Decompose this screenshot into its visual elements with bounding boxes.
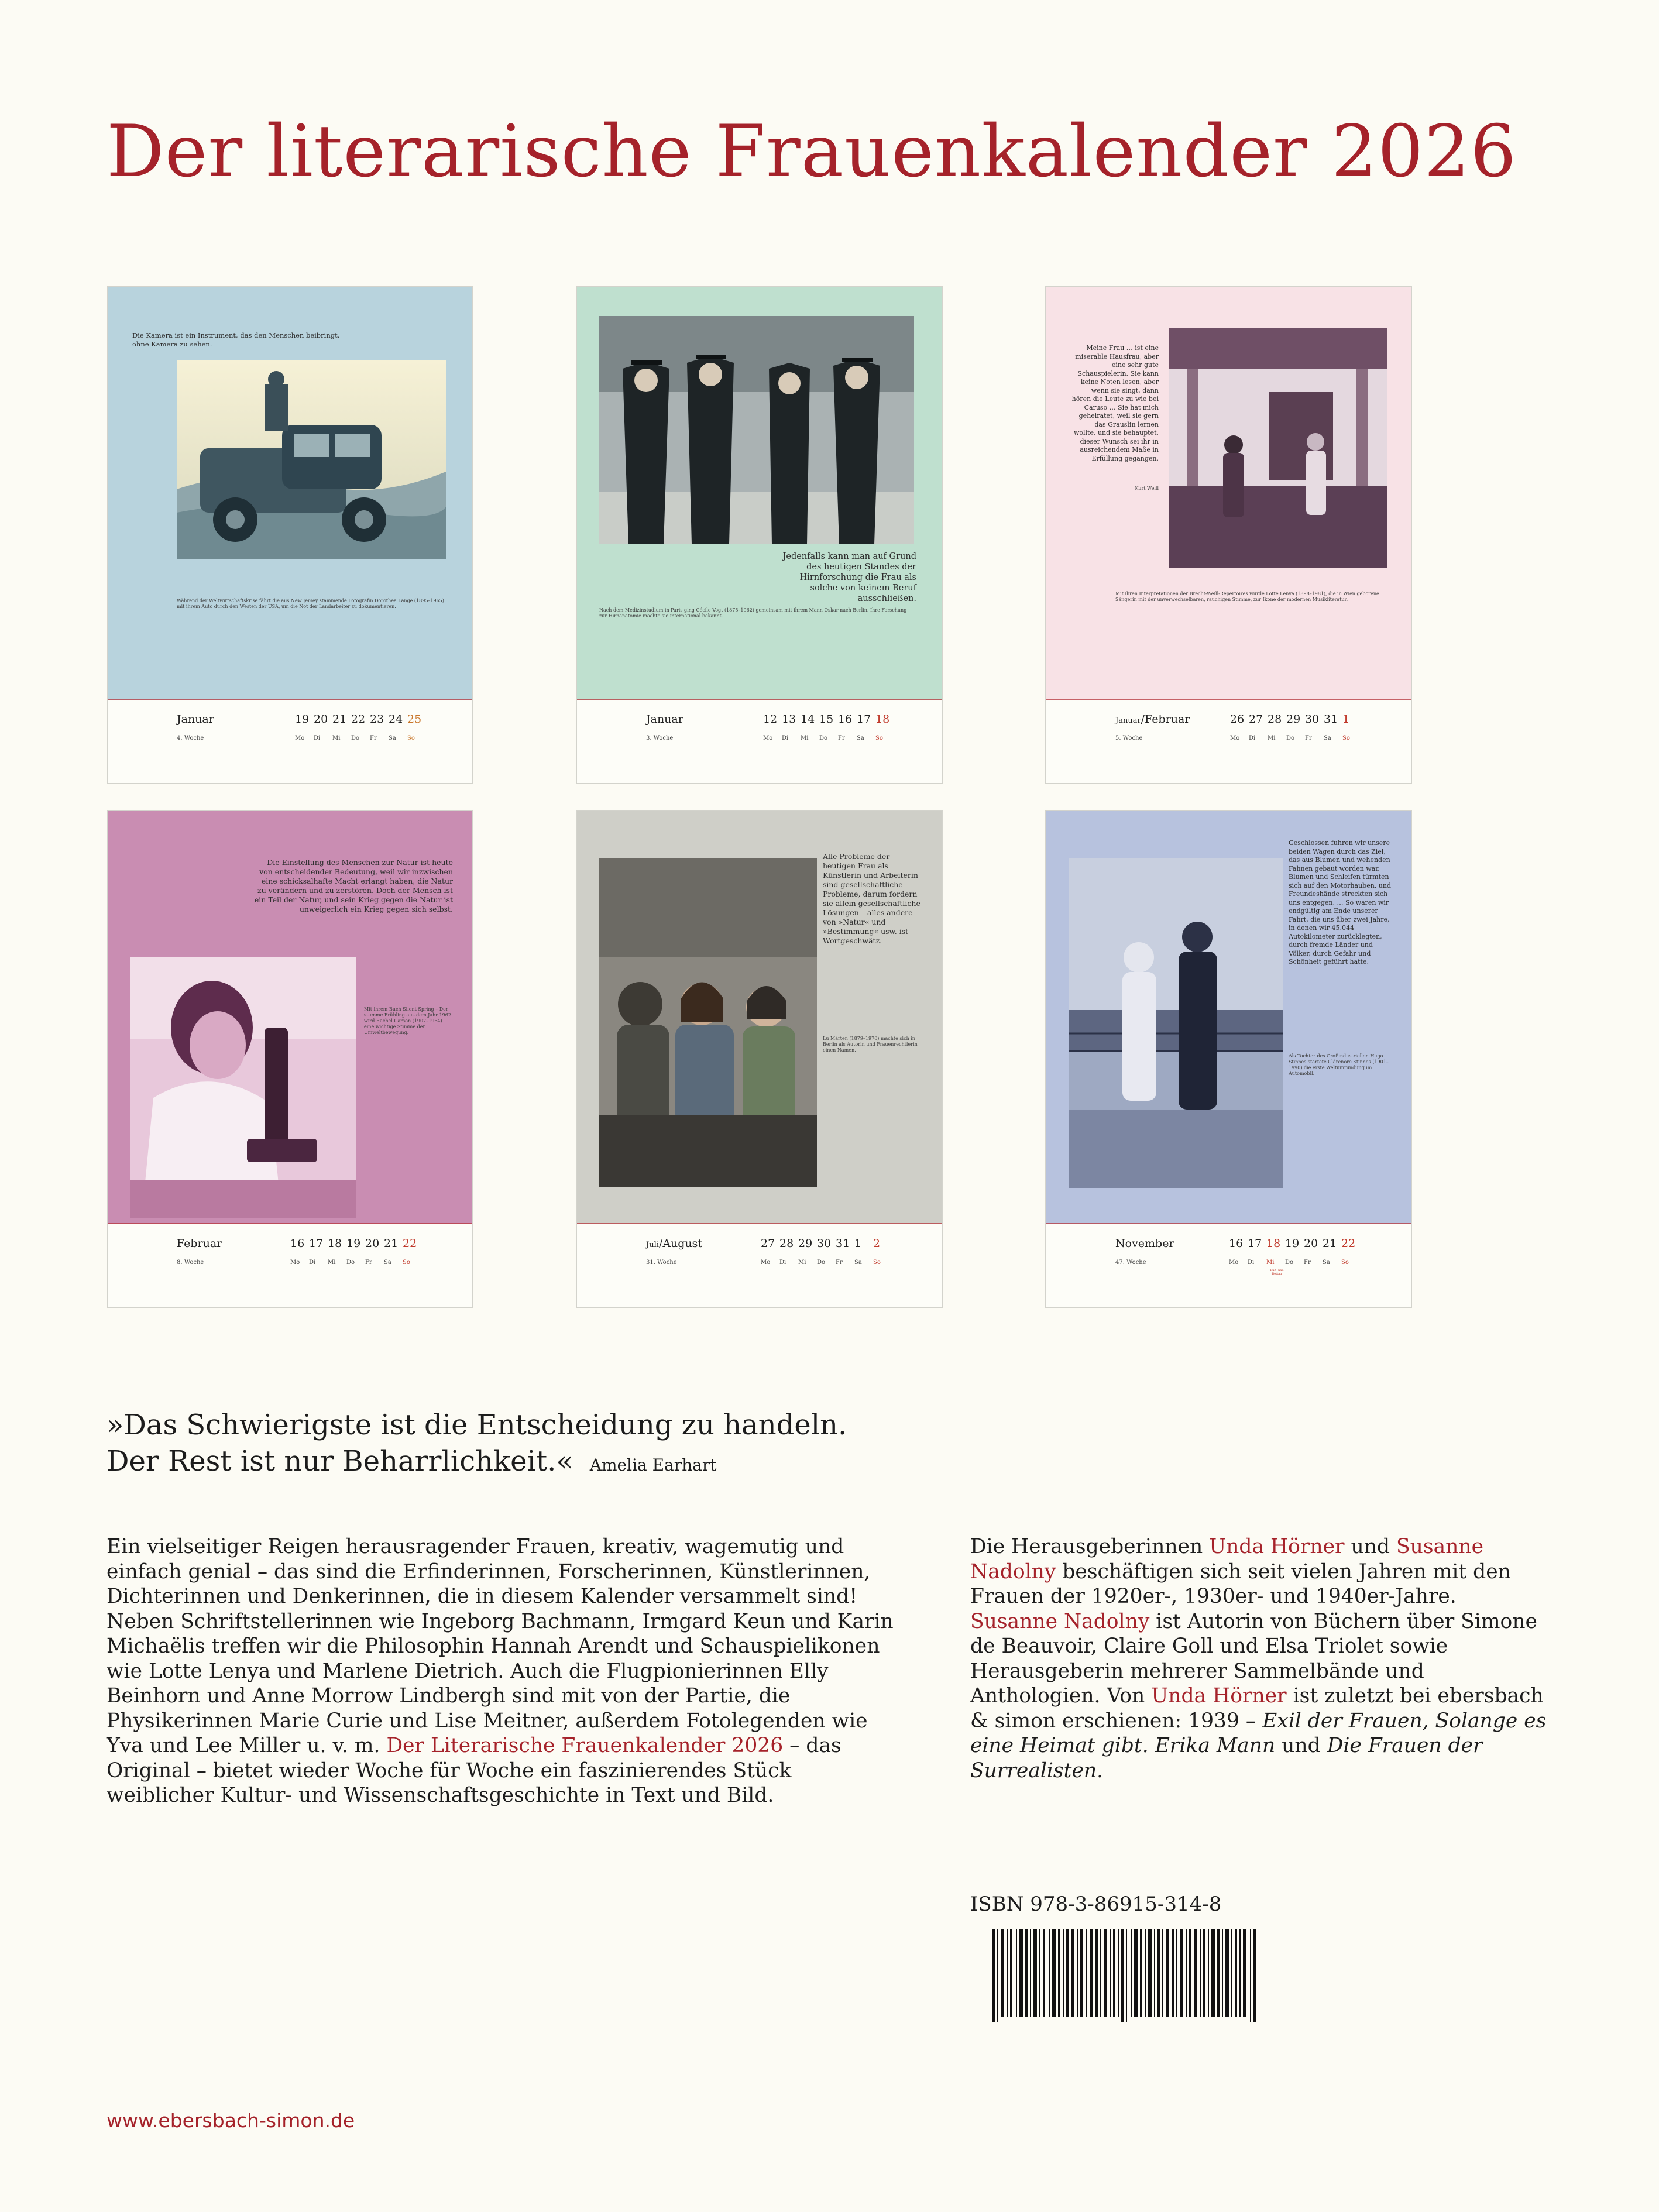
weekday: Mi xyxy=(1268,735,1276,741)
weekday: Di xyxy=(782,735,789,741)
day-number: 22 xyxy=(351,713,366,726)
weekday: Mo xyxy=(290,1259,300,1266)
weekday-sunday: So xyxy=(403,1259,410,1266)
weekday: Fr xyxy=(370,735,377,741)
day-number: 31 xyxy=(836,1237,850,1250)
weekday: Do xyxy=(1285,1259,1294,1266)
calendar-strip xyxy=(108,700,472,783)
calendar-page-july-august xyxy=(576,810,943,1308)
quote-line-2 xyxy=(107,1443,716,1483)
weekday: Mi xyxy=(328,1259,336,1266)
week-label: 5. Woche xyxy=(1115,735,1143,741)
week-label: 8. Woche xyxy=(177,1259,204,1266)
quote-text: Der Rest ist nur Beharrlichkeit.« xyxy=(107,1445,573,1478)
weekday: Di xyxy=(314,735,321,741)
calendar-page-january-week3 xyxy=(576,286,943,784)
weekday: Mi xyxy=(801,735,809,741)
day-number: 30 xyxy=(1305,713,1320,726)
calendar-strip xyxy=(1046,700,1411,783)
week-label: 4. Woche xyxy=(177,735,204,741)
month-label: Februar xyxy=(177,1237,222,1250)
day-number: 28 xyxy=(779,1237,794,1250)
day-number: 27 xyxy=(1249,713,1263,726)
month-label: Juli/August xyxy=(646,1237,703,1250)
page-panel xyxy=(108,287,472,700)
day-number: 19 xyxy=(346,1237,361,1250)
calendar-strip xyxy=(577,700,942,783)
weekday: Sa xyxy=(384,1259,391,1266)
quote-author: Kurt Weill xyxy=(1135,486,1159,491)
page-quote: Die Kamera ist ein Instrument, das den Menschen beibringt, ohne Kamera zu sehen. xyxy=(132,331,340,348)
weekday-holiday: Mi xyxy=(1266,1259,1275,1266)
weekday: Di xyxy=(1249,735,1256,741)
day-number-sunday: 22 xyxy=(403,1237,417,1250)
day-number: 16 xyxy=(290,1237,305,1250)
month-label-current: Februar xyxy=(1145,713,1190,726)
page-title: Der literarische Frauenkalender 2026 xyxy=(107,110,1517,194)
holiday-note: Buß- und Bettag xyxy=(1270,1269,1284,1276)
day-number: 20 xyxy=(365,1237,380,1250)
day-number: 16 xyxy=(1229,1237,1244,1250)
weekday: Sa xyxy=(389,735,396,741)
page-quote: Alle Probleme der heutigen Frau als Künstlerin und Arbeiterin sind gesellschaftliche Probleme, darum fordern sie allein gesellschaftliche Lösungen – alles andere von »Natur« und »Bestimmung« usw. ist Wortgeschwätz. xyxy=(823,852,920,945)
weekday-labels xyxy=(1229,1259,1360,1266)
day-number: 17 xyxy=(1248,1237,1262,1250)
weekday-labels xyxy=(1230,735,1361,741)
month-label: Januar/Februar xyxy=(1115,713,1190,726)
day-number: 21 xyxy=(1323,1237,1337,1250)
day-number: 19 xyxy=(295,713,310,726)
week-label: 31. Woche xyxy=(646,1259,677,1266)
day-numbers xyxy=(1229,1237,1360,1250)
weekday: Mi xyxy=(332,735,341,741)
weekday: Di xyxy=(779,1259,786,1266)
page-caption: Während der Weltwirtschaftskrise fährt die aus New Jersey stammende Fotografin Dorothea Lange (1895–1965) mit ihrem Auto durch den Westen der USA, um die Not der Landarbeiter zu dokumentieren. xyxy=(177,598,444,609)
isbn: ISBN 978-3-86915-314-8 xyxy=(970,1892,1222,1916)
calendar-page-january-february xyxy=(1045,286,1412,784)
book-title: Exil der Frauen, Solange es eine Heimat gibt. Erika Mann xyxy=(970,1709,1547,1757)
day-number: 1 xyxy=(854,1237,862,1250)
editor-name: Unda Hörner xyxy=(1209,1535,1345,1558)
weekday-sunday: So xyxy=(1341,1259,1349,1266)
day-number: 20 xyxy=(314,713,328,726)
page-panel xyxy=(1046,811,1411,1224)
day-numbers xyxy=(763,713,894,726)
editors-t4: ist Autorin von Büchern über Simone de Beauvoir, Claire Goll und Elsa Triolet sowie Herausgeberin mehrerer Sammelbände und Anthologien. Von xyxy=(970,1609,1537,1708)
calendar-strip xyxy=(108,1224,472,1307)
page-panel xyxy=(108,811,472,1224)
weekday: Do xyxy=(819,735,828,741)
page-caption: Mit ihren Interpretationen der Brecht-Weill-Repertoires wurde Lotte Lenya (1898–1981), die in Wien geborene Sängerin mit der unverwechselbaren, rauchigen Stimme, zur Ikone der modernen Musikliteratur. xyxy=(1115,591,1379,602)
day-numbers xyxy=(1230,713,1361,726)
day-number: 21 xyxy=(332,713,347,726)
day-number: 18 xyxy=(328,1237,342,1250)
editors-t1: Die Herausgeberinnen xyxy=(970,1535,1203,1558)
page-panel xyxy=(1046,287,1411,700)
weekday: Di xyxy=(1248,1259,1255,1266)
day-number: 17 xyxy=(857,713,871,726)
page-caption: Lu Märten (1879–1970) machte sich in Berlin als Autorin und Frauenrechtlerin einen Namen. xyxy=(823,1036,918,1053)
quote-line-1: »Das Schwierigste ist die Entscheidung zu handeln. xyxy=(107,1409,847,1441)
weekday: Do xyxy=(817,1259,826,1266)
weekday: Mo xyxy=(295,735,305,741)
calendar-strip xyxy=(577,1224,942,1307)
photo-lotte-lenya-porch xyxy=(1169,328,1387,568)
day-number: 29 xyxy=(798,1237,813,1250)
quote-author: Amelia Earhart xyxy=(589,1455,717,1475)
month-label-current: August xyxy=(662,1237,703,1250)
weekday: Fr xyxy=(836,1259,843,1266)
description-part-1: Ein vielseitiger Reigen herausragender Frauen, kreativ, wagemutig und einfach genial – das sind die Erfinderinnen, Forscherinnen, Künstlerinnen, Dichterinnen und Denkerinnen, die in diesem Kalender versammelt sind! Neben Schriftstellerinnen wie Ingeborg Bachmann, Irmgard Keun und Karin Michaëlis treffen wir die Philosophin Hannah Arendt und Schauspielikonen wie Lotte Lenya und Marlene Dietrich. Auch die Flugpionierinnen Elly Beinhorn und Anne Morrow Lindbergh sind mit von der Partie, die Physikerinnen Marie Curie und Lise Meitner, außerdem Fotolegenden wie Yva und Lee Miller u. v. m. xyxy=(107,1535,894,1757)
day-number: 27 xyxy=(761,1237,775,1250)
photo-couple-on-ship xyxy=(1069,858,1283,1188)
day-number: 29 xyxy=(1286,713,1301,726)
weekday: Do xyxy=(346,1259,355,1266)
weekday: Di xyxy=(309,1259,316,1266)
editor-name: Susanne Nadolny xyxy=(970,1609,1150,1633)
editors-t5: ist zuletzt bei ebersbach & simon erschienen: 1939 – xyxy=(970,1684,1544,1733)
page-quote: Die Einstellung des Menschen zur Natur ist heute von entscheidender Bedeutung, weil wir inzwischen eine schicksalhafte Macht erlangt haben, die Natur zu verändern und zu zerstören. Doch der Mensch ist ein Teil der Natur, und sein Krieg gegen die Natur ist unweigerlich ein Krieg gegen sich selbst. xyxy=(254,858,453,913)
editor-name: Susanne Nadolny xyxy=(970,1535,1483,1584)
day-number: 31 xyxy=(1324,713,1338,726)
day-number: 28 xyxy=(1268,713,1282,726)
page-quote: Geschlossen fuhren wir unsere beiden Wagen durch das Ziel, das aus Blumen und wehenden Fahnen gebaut worden war. Blumen und Schleifen türmten sich auf den Motorhauben, und Freundeshände streckten sich uns entgegen. … So waren wir endgültig am Ende unserer Fahrt, die uns über zwei Jahre, in denen wir 45.044 Autokilometer zurücklegten, durch fremde Länder und Völker, durch Gefahr und Schönheit geführt hatte. xyxy=(1289,839,1392,966)
book-title: Die Frauen der Surrealisten. xyxy=(970,1734,1483,1782)
day-number: 23 xyxy=(370,713,384,726)
day-number: 21 xyxy=(384,1237,399,1250)
weekday: Sa xyxy=(1324,735,1331,741)
calendar-page-november-week47 xyxy=(1045,810,1412,1308)
barcode xyxy=(992,1929,1268,2022)
day-number: 16 xyxy=(838,713,853,726)
weekday: Fr xyxy=(838,735,845,741)
page-quote: Jedenfalls kann man auf Grund des heutigen Standes der Hirnforschung die Frau als solche von keinem Beruf ausschließen. xyxy=(782,552,916,603)
day-numbers xyxy=(295,713,426,726)
weekday: Sa xyxy=(857,735,864,741)
day-number: 12 xyxy=(763,713,778,726)
day-number-sunday: 2 xyxy=(873,1237,881,1250)
page-panel xyxy=(577,287,942,700)
weekday: Sa xyxy=(1323,1259,1330,1266)
editors-text xyxy=(970,1534,1550,1783)
day-number-sunday: 25 xyxy=(407,713,422,726)
day-numbers xyxy=(290,1237,421,1250)
weekday: Sa xyxy=(854,1259,862,1266)
weekday-labels xyxy=(290,1259,421,1266)
page-caption: Nach dem Medizinstudium in Paris ging Cécile Vogt (1875–1962) gemeinsam mit ihrem Mann Oskar nach Berlin. Ihre Forschung zur Hirnanatomie machte sie international bekannt. xyxy=(599,607,907,619)
day-number: 15 xyxy=(819,713,834,726)
weekday-sunday: So xyxy=(407,735,415,741)
day-number-holiday: 18 xyxy=(1266,1237,1281,1250)
month-label-prev: Juli xyxy=(646,1241,659,1249)
weekday-sunday: So xyxy=(875,735,883,741)
page-caption: Als Tochter des Großindustriellen Hugo Stinnes startete Clärenore Stinnes (1901–1990) die erste Weltumrundung im Automobil. xyxy=(1289,1053,1389,1076)
weekday-sunday: So xyxy=(1342,735,1350,741)
weekday: Mi xyxy=(798,1259,806,1266)
day-number-sunday: 22 xyxy=(1341,1237,1356,1250)
week-label: 3. Woche xyxy=(646,735,674,741)
photo-women-reading xyxy=(599,858,817,1187)
description-highlight: Der Literarische Frauenkalender 2026 xyxy=(386,1734,784,1757)
day-number: 17 xyxy=(309,1237,324,1250)
weekday-labels xyxy=(763,735,894,741)
day-number: 19 xyxy=(1285,1237,1300,1250)
weekday: Fr xyxy=(1305,735,1312,741)
month-label: Januar xyxy=(646,713,683,726)
calendar-page-february-week8 xyxy=(107,810,473,1308)
photo-rachel-carson-microscope xyxy=(130,957,356,1218)
description-text xyxy=(107,1534,897,1808)
day-number: 20 xyxy=(1304,1237,1318,1250)
month-label-prev: Januar xyxy=(1115,716,1141,725)
weekday: Mo xyxy=(1230,735,1240,741)
weekday-labels xyxy=(761,1259,892,1266)
page-quote: Meine Frau … ist eine miserable Hausfrau, aber eine sehr gute Schauspielerin. Sie kann keine Noten lesen, aber wenn sie singt, dann hören die Leute zu wie bei Caruso … Sie hat mich geheiratet, weil sie gern das Grauslin lernen wollte, und sie behauptet, dieser Wunsch sei ihr in ausreichendem Maße in Erfüllung gegangen. xyxy=(1071,344,1159,462)
website-link[interactable]: www.ebersbach-simon.de xyxy=(107,2109,355,2132)
day-number: 26 xyxy=(1230,713,1245,726)
weekday: Do xyxy=(1286,735,1295,741)
day-number: 13 xyxy=(782,713,796,726)
weekday-sunday: So xyxy=(873,1259,881,1266)
page-panel xyxy=(577,811,942,1224)
month-label: November xyxy=(1115,1237,1174,1250)
weekday-labels xyxy=(295,735,426,741)
week-label: 47. Woche xyxy=(1115,1259,1146,1266)
photo-graduates xyxy=(599,316,914,544)
editor-name: Unda Hörner xyxy=(1151,1684,1287,1708)
weekday: Mo xyxy=(763,735,773,741)
weekday: Mo xyxy=(761,1259,771,1266)
day-number-sunday: 18 xyxy=(875,713,890,726)
editors-t3: beschäftigen sich seit vielen Jahren mit den Frauen der 1920er-, 1930er- und 1940er-Jahre. xyxy=(970,1560,1511,1608)
page-caption: Mit ihrem Buch Silent Spring – Der stumme Frühling aus dem Jahr 1962 wird Rachel Carson (1907–1964) eine wichtige Stimme der Umweltbewegung. xyxy=(364,1007,451,1035)
day-numbers xyxy=(761,1237,892,1250)
weekday: Fr xyxy=(1304,1259,1311,1266)
day-number-sunday: 1 xyxy=(1342,713,1350,726)
day-number: 14 xyxy=(801,713,815,726)
description-part-2: – das Original – bietet wieder Woche für Woche ein faszinierendes Stück weiblicher Kultur- und Wissenschaftsgeschichte in Text und Bild. xyxy=(107,1734,841,1807)
month-label: Januar xyxy=(177,713,214,726)
weekday: Do xyxy=(351,735,360,741)
calendar-strip xyxy=(1046,1224,1411,1307)
weekday: Mo xyxy=(1229,1259,1239,1266)
calendar-page-january-week4 xyxy=(107,286,473,784)
photo-dorothea-lange-car xyxy=(177,360,446,559)
editors-t6: und xyxy=(1282,1734,1321,1757)
day-number: 30 xyxy=(817,1237,832,1250)
editors-t2: und xyxy=(1351,1535,1390,1558)
day-number: 24 xyxy=(389,713,403,726)
weekday: Fr xyxy=(365,1259,372,1266)
